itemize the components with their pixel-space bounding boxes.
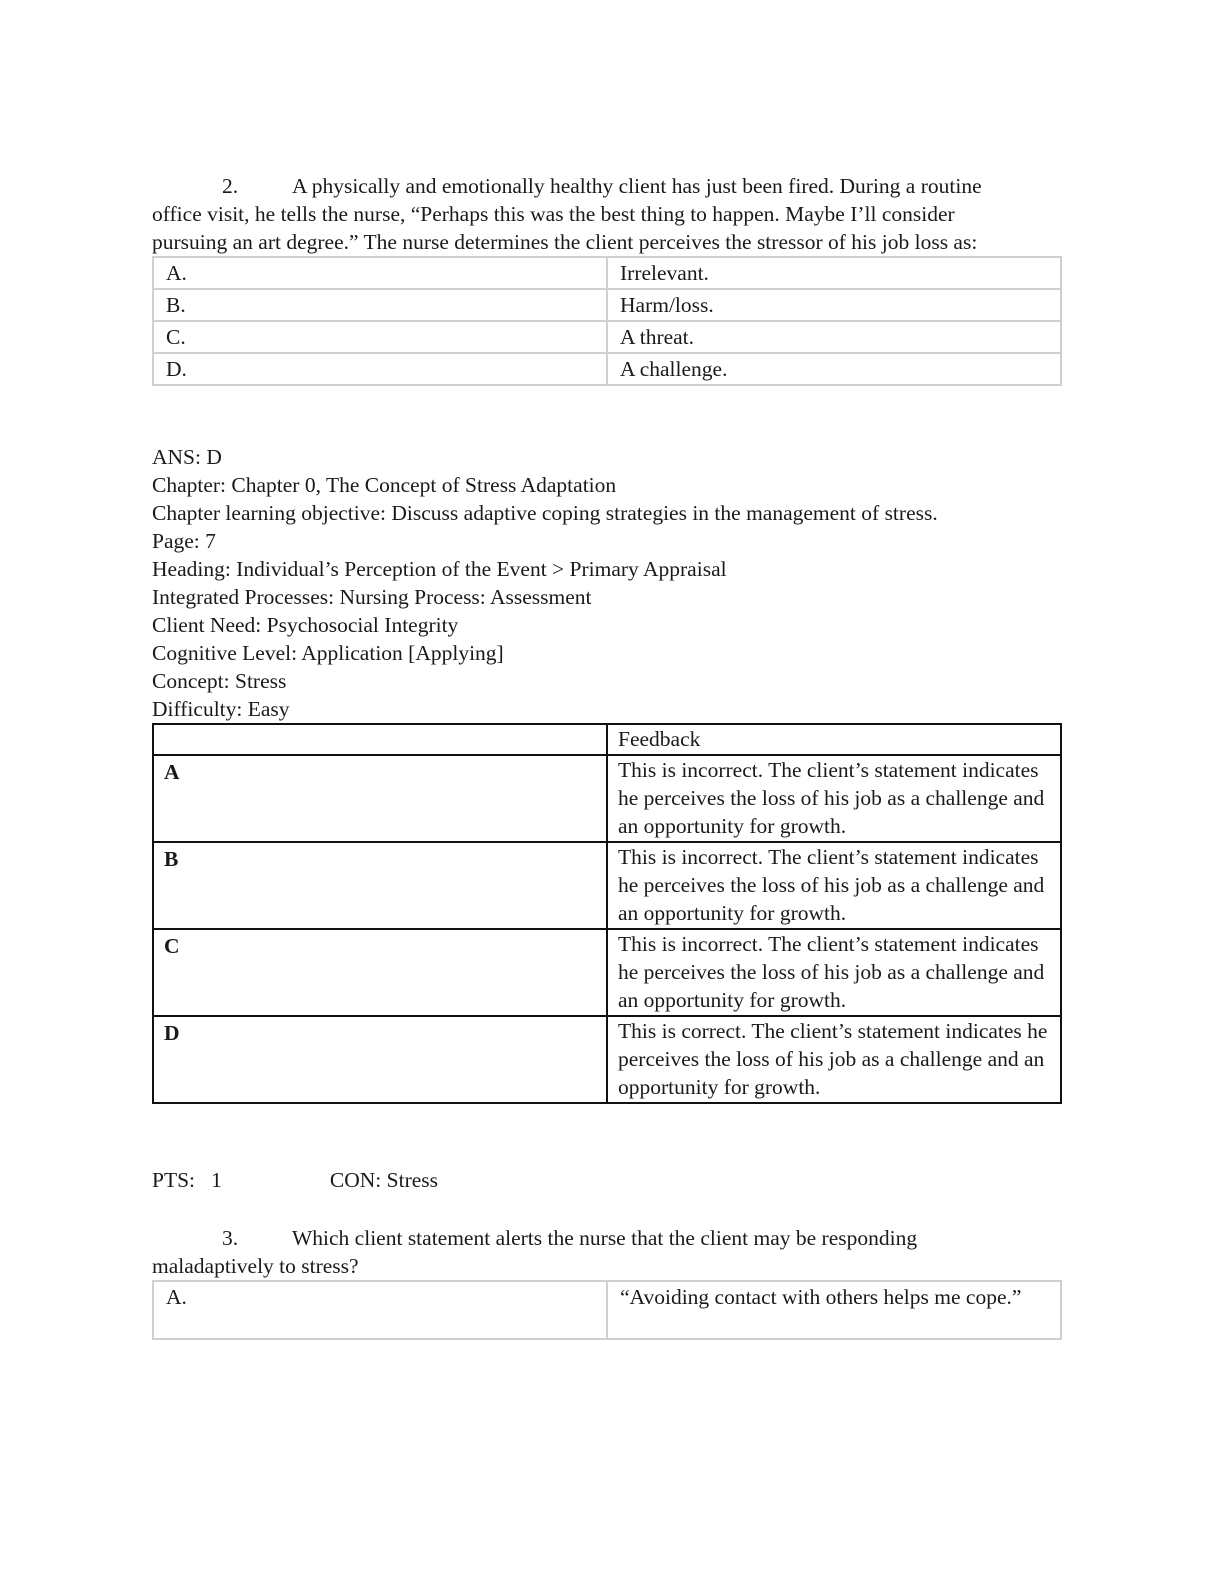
option-row [153,353,1061,385]
feedback-row [153,929,1061,1016]
client-need-line: Client Need: Psychosocial Integrity [152,613,459,637]
question-2-metadata [152,443,1062,723]
page-line: Page: 7 [152,529,216,553]
question-2-options-table [152,256,1062,386]
option-row [153,289,1061,321]
question-3-options-table [152,1280,1062,1340]
processes-line: Integrated Processes: Nursing Process: Assessment [152,585,592,609]
feedback-letter: A [153,755,607,842]
option-text: Harm/loss. [607,289,1061,321]
feedback-table [152,723,1062,1104]
feedback-header-empty [153,724,607,755]
feedback-letter: C [153,929,607,1016]
heading-line: Heading: Individual’s Perception of the Event > Primary Appraisal [152,557,727,581]
feedback-row [153,755,1061,842]
document-page [152,172,1062,1340]
question-3-text: Which client statement alerts the nurse that the client may be responding maladaptively to stress? [152,1226,918,1278]
option-row [153,1281,1061,1339]
feedback-letter: D [153,1016,607,1103]
feedback-text: This is incorrect. The client’s statement indicates he perceives the loss of his job as a challenge and an opportunity for growth. [607,929,1061,1016]
question-3-number: 3. [222,1226,239,1250]
feedback-row [153,1016,1061,1103]
points-value: PTS: 1 [152,1168,222,1192]
feedback-header-row [153,724,1061,755]
feedback-row [153,842,1061,929]
option-letter: D. [153,353,607,385]
concept-line: Concept: Stress [152,669,287,693]
objective-line: Chapter learning objective: Discuss adaptive coping strategies in the management of stress. [152,501,938,525]
points-line [152,1166,1062,1194]
feedback-header: Feedback [607,724,1061,755]
question-3-stem [152,1224,982,1280]
feedback-letter: B [153,842,607,929]
option-text: A challenge. [607,353,1061,385]
difficulty-line: Difficulty: Easy [152,697,290,721]
option-text: Irrelevant. [607,257,1061,289]
feedback-text: This is correct. The client’s statement indicates he perceives the loss of his job as a challenge and an opportunity for growth. [607,1016,1061,1103]
feedback-text: This is incorrect. The client’s statement indicates he perceives the loss of his job as a challenge and an opportunity for growth. [607,842,1061,929]
option-letter: A. [153,1281,607,1339]
option-letter: A. [153,257,607,289]
answer-line: ANS: D [152,445,222,469]
option-letter: C. [153,321,607,353]
feedback-text: This is incorrect. The client’s statement indicates he perceives the loss of his job as a challenge and an opportunity for growth. [607,755,1061,842]
option-row [153,257,1061,289]
question-2-number: 2. [222,174,239,198]
option-text: “Avoiding contact with others helps me cope.” [607,1281,1061,1339]
concept-tag: CON: Stress [329,1168,439,1192]
option-text: A threat. [607,321,1061,353]
question-2-stem [152,172,982,256]
cognitive-level-line: Cognitive Level: Application [Applying] [152,641,504,665]
question-2-text: A physically and emotionally healthy client has just been fired. During a routine office visit, he tells the nurse, “Perhaps this was the best thing to happen. Maybe I’ll consider pursuing an art degree.” The nurse determines the client perceives the stressor of his job loss as: [152,174,982,254]
option-letter: B. [153,289,607,321]
chapter-line: Chapter: Chapter 0, The Concept of Stress Adaptation [152,473,617,497]
option-row [153,321,1061,353]
